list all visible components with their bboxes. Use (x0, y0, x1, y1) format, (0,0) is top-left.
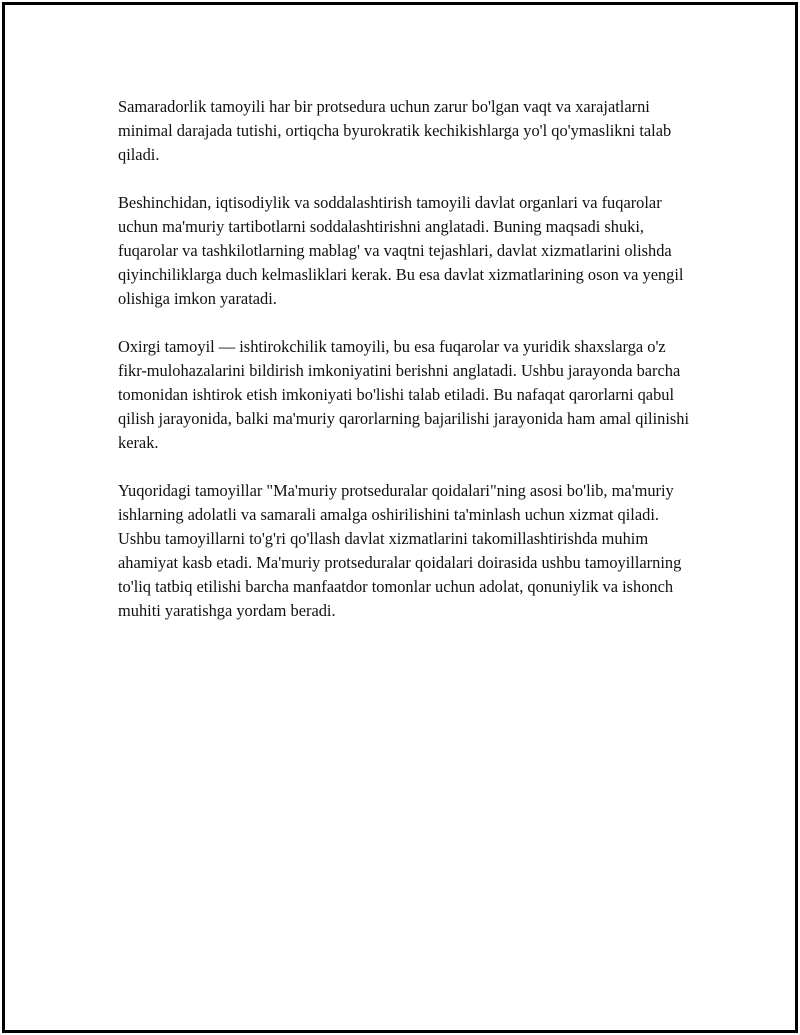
paragraph-participation-principle: Oxirgi tamoyil — ishtirokchilik tamoyili, bu esa fuqarolar va yuridik shaxslarga o'z fikr-mulohazalarini bildirish imkoniyatini berishni anglatadi. Ushbu jarayonda barcha tomonidan ishtirok etish imkoniyati bo'lishi talab etiladi. Bu nafaqat qarorlarni qabul qilish jarayonida, balki ma'muriy qarorlarning bajarilishi jarayonida ham amal qilinishi kerak. (118, 337, 690, 452)
paragraph-efficiency-principle: Samaradorlik tamoyili har bir protsedura uchun zarur bo'lgan vaqt va xarajatlarni minimal darajada tutishi, ortiqcha byurokratik kechikishlarga yo'l qo'ymaslikni talab qiladi. (118, 97, 672, 164)
paragraph-economy-simplification: Beshinchidan, iqtisodiylik va soddalashtirish tamoyili davlat organlari va fuqarolar uchun ma'muriy tartibotlarni soddalashtirishni anglatadi. Buning maqsadi shuki, fuqarolar va tashkilotlarning mablag' va vaqtni tejashlari, davlat xizmatlarini olishda qiyinchiliklarga duch kelmasliklari kerak. Bu esa davlat xizmatlarining oson va yengil olishiga imkon yaratadi. (118, 193, 684, 308)
document-body (118, 95, 698, 647)
document-page (2, 2, 798, 1033)
paragraph-conclusion: Yuqoridagi tamoyillar "Ma'muriy protseduralar qoidalari"ning asosi bo'lib, ma'muriy ishlarning adolatli va samarali amalga oshirilishini ta'minlash uchun xizmat qiladi. Ushbu tamoyillarni to'g'ri qo'llash davlat xizmatlarini takomillashtirishda muhim ahamiyat kasb etadi. Ma'muriy protseduralar qoidalari doirasida ushbu tamoyillarning to'liq tatbiq etilishi barcha manfaatdor tomonlar uchun adolat, qonuniylik va ishonch muhiti yaratishga yordam beradi. (118, 481, 682, 620)
